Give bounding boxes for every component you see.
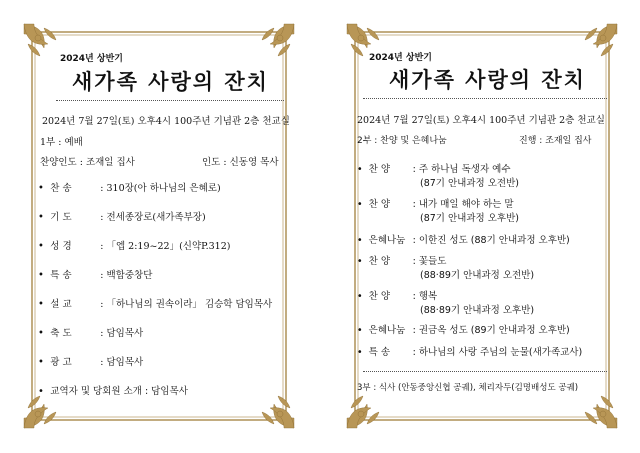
item-label: 광 고 <box>50 357 72 368</box>
host: 인도 : 신동영 목사 <box>202 157 279 168</box>
bullet-icon: • <box>357 199 369 210</box>
item-label: 은혜나눔 <box>368 235 406 246</box>
part-title: 1부 : 예배 <box>40 137 83 148</box>
item-text: : 310장(아 하나님의 은혜로) <box>100 183 221 194</box>
bullet-icon: • <box>38 241 51 252</box>
date-place: 2024년 7월 27일(토) 오후4시 100주년 기념관 2층 천교실 <box>42 116 290 127</box>
item-text: : 담임목사 <box>100 357 144 368</box>
part-title: 2부 : 찬양 및 은혜나눔 <box>357 136 447 146</box>
corner-ornament-bl <box>347 396 379 428</box>
item-text: : 주 하나님 독생자 예수 <box>412 164 511 175</box>
item-label: 설 교 <box>50 299 72 310</box>
corner-ornament-tl <box>24 24 56 56</box>
program-item <box>357 288 437 302</box>
item-sub: (88·89기 안내과정 오후반) <box>420 305 535 316</box>
program-item <box>38 383 188 397</box>
program-item <box>38 180 221 194</box>
half-year-label: 2024년 상반기 <box>60 54 123 64</box>
item-label: 축 도 <box>50 328 72 339</box>
corner-ornament-bl <box>24 396 56 428</box>
part3-meal: 3부 : 식사 (안동중앙신협 공궤), 체리자두(김명배성도 공궤) <box>357 383 579 393</box>
program-item <box>357 232 570 246</box>
item-text: : 「하나님의 권속이라」 김승학 담임목사 <box>100 299 273 310</box>
program-item <box>357 344 582 358</box>
item-text: : 「엡 2:19~22」(신약P.312) <box>100 241 231 252</box>
item-label: 교역자 및 당회원 소개 <box>50 386 142 397</box>
date-place: 2024년 7월 27일(토) 오후4시 100주년 기념관 2층 천교실 <box>357 115 605 126</box>
item-label: 특 송 <box>368 347 391 358</box>
item-label: 은혜나눔 <box>368 325 406 336</box>
item-label: 특 송 <box>50 270 72 281</box>
item-text: : 하나님의 사랑 주님의 눈물(새가족교사) <box>412 347 583 358</box>
praise-leader: 찬양인도 : 조재일 집사 <box>40 157 135 168</box>
program-item <box>357 253 446 267</box>
program-item <box>357 196 514 210</box>
bullet-icon: • <box>38 357 51 368</box>
item-sub: (87기 안내과정 오전반) <box>420 178 519 189</box>
bullet-icon: • <box>38 386 51 397</box>
program-item <box>357 322 570 336</box>
item-label: 찬 양 <box>368 164 391 175</box>
bullet-icon: • <box>38 183 51 194</box>
program-item <box>357 161 511 175</box>
program-page-right <box>343 20 621 432</box>
corner-ornament-tr <box>585 24 617 56</box>
item-label: 찬 송 <box>50 183 72 194</box>
bullet-icon: • <box>357 235 369 246</box>
bullet-icon: • <box>38 328 51 339</box>
bullet-icon: • <box>38 299 51 310</box>
item-sub: (87기 안내과정 오후반) <box>420 213 519 224</box>
program-item <box>38 238 230 252</box>
corner-ornament-tr <box>262 24 294 56</box>
program-item <box>38 296 272 310</box>
program-page-left <box>20 20 298 432</box>
bullet-icon: • <box>357 347 369 358</box>
event-title: 새가족 사랑의 잔치 <box>72 70 269 94</box>
item-text: : 백합중창단 <box>100 270 153 281</box>
divider <box>363 98 607 99</box>
item-label: 찬 양 <box>368 256 391 267</box>
event-title: 새가족 사랑의 잔치 <box>389 68 586 92</box>
item-label: 기 도 <box>50 212 72 223</box>
divider <box>363 371 607 372</box>
item-text: : 담임목사 <box>100 328 144 339</box>
item-text: : 담임목사 <box>144 386 188 397</box>
corner-ornament-br <box>585 396 617 428</box>
divider <box>56 100 284 101</box>
program-item <box>38 354 143 368</box>
item-label: 성 경 <box>50 241 72 252</box>
bullet-icon: • <box>38 212 51 223</box>
corner-ornament-br <box>262 396 294 428</box>
item-text: : 내가 매일 해야 하는 말 <box>412 199 514 210</box>
bullet-icon: • <box>357 256 369 267</box>
bullet-icon: • <box>357 291 369 302</box>
program-item <box>38 209 206 223</box>
half-year-label: 2024년 상반기 <box>369 53 432 63</box>
program-item <box>38 325 143 339</box>
item-text: : 전세종장로(새가족부장) <box>100 212 206 223</box>
bullet-icon: • <box>38 270 51 281</box>
item-text: : 이한진 성도 (88기 안내과정 오후반) <box>412 235 570 246</box>
bullet-icon: • <box>357 325 369 336</box>
item-sub: (88·89기 안내과정 오전반) <box>420 270 535 281</box>
item-text: : 꽃들도 <box>412 256 447 267</box>
program-item <box>38 267 152 281</box>
host: 진행 : 조재일 집사 <box>519 136 592 146</box>
item-label: 찬 양 <box>368 199 391 210</box>
item-text: : 행복 <box>412 291 438 302</box>
item-text: : 권금옥 성도 (89기 안내과정 오후반) <box>412 325 570 336</box>
item-label: 찬 양 <box>368 291 391 302</box>
bullet-icon: • <box>357 164 369 175</box>
